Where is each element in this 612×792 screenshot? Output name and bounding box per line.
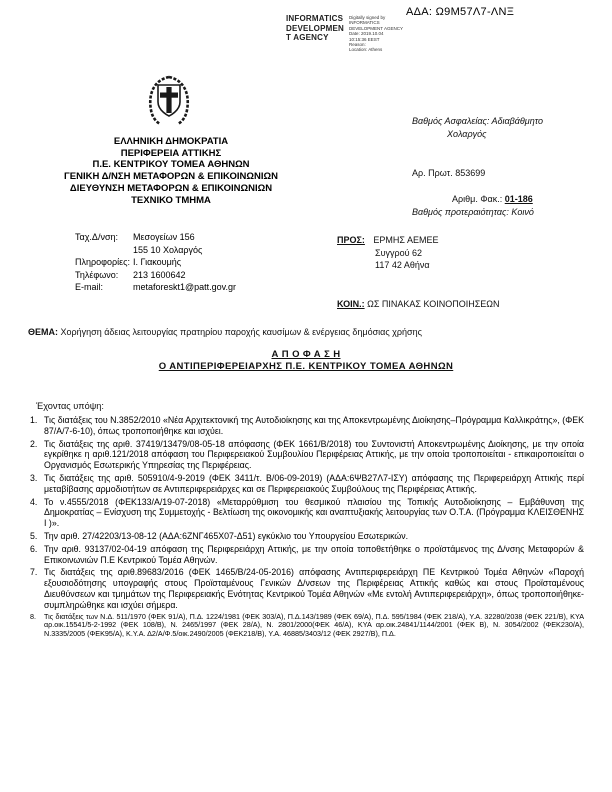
list-item-text: Τις διατάξεις του Ν.3852/2010 «Νέα Αρχιτεκτονική της Αυτοδιοίκησης και της Αποκεντρωμένης Διοίκησης–Πρόγραμμα Καλλικράτης», (ΦΕΚ 87/Α/7-6-10), όπως τροποποιήθηκε και ισχύει. [44, 415, 584, 436]
contact-label: Ταχ.Δ/νση: [75, 232, 119, 242]
contact-row-email [75, 281, 236, 294]
list-item [30, 497, 584, 529]
cc-block [337, 299, 500, 309]
recipient-address-line: 117 42 Αθήνα [375, 260, 430, 271]
org-line: ΔΙΕΥΘΥΝΣΗ ΜΕΤΑΦΟΡΩΝ & ΕΠΙΚΟΙΝΩΝΙΩΝ [69, 182, 273, 194]
contact-label [75, 244, 133, 257]
list-item-text: Την αριθ. 93137/02-04-19 απόφαση της Περιφερειάρχη Αττικής, με την οποία τοποθετήθηκε ο προϊστάμενος της Δ/νσης Μεταφορών & Επικοινωνιών Π.Ε Κεντρικού Τομέα Αθηνών. [44, 543, 584, 565]
list-item [30, 613, 584, 639]
contact-label: Τηλέφωνο: [75, 269, 119, 280]
list-item [30, 415, 584, 437]
list-item-text: Τις διατάξεις της αριθ. 37419/13479/08-05-18 απόφασης (ΦΕΚ 1661/Β/2018) του Συντονιστή Αποκεντρωμένης Διοίκησης, με την οποία εγκρίθηκε η αριθ.121/2018 απόφαση του Περιφερειακού Συμβουλίου Περιφέρειας Αττικής, με την οποία τροποποιείται - επικαιροποιείται ο Οργανισμός Εσωτερικής Υπηρεσίας της Περιφέρειας. [44, 438, 584, 471]
signature-agency-line: INFORMATICS [286, 14, 344, 23]
recipient-line [337, 234, 439, 247]
contact-value: 213 1600642 [133, 269, 186, 280]
recipient-address-line: Συγγρού 62 [375, 247, 423, 258]
list-item [30, 567, 584, 610]
list-item-number: 7. [30, 567, 38, 578]
recipient-block [337, 234, 439, 272]
signature-detail-line: 10:15:36 EEST [349, 36, 380, 42]
list-item [30, 531, 584, 542]
org-line: ΤΕΧΝΙΚΟ ΤΜΗΜΑ [131, 194, 211, 206]
contact-label: E-mail: [75, 282, 104, 293]
contact-row-phone [75, 269, 236, 282]
decision-title: Α Π Ο Φ Α Σ Η [271, 349, 341, 360]
org-line: ΓΕΝΙΚΗ Δ/ΝΣΗ ΜΕΤΑΦΟΡΩΝ & ΕΠΙΚΟΙΝΩΝΙΩΝ [64, 171, 278, 183]
signature-detail-line: INFORMATICS [349, 20, 380, 26]
list-item-number: 6. [30, 543, 38, 554]
digital-signature-stamp [286, 14, 427, 53]
signature-detail-line: Digitally signed by [349, 15, 386, 20]
decision-heading [0, 349, 612, 372]
folder-number-label: Αριθμ. Φακ.: [452, 194, 503, 204]
contact-row-address [75, 231, 236, 244]
list-item-number: 1. [30, 415, 38, 425]
subject-label: ΘΕΜΑ: [28, 327, 58, 337]
list-item-text: Τις διατάξεις των Ν.Δ. 511/1970 (ΦΕΚ 91/Α), Π.Δ. 1224/1981 (ΦΕΚ 303/Α), Π.Δ.143/1989 (ΦΕΚ 69/Α), Π.Δ. 595/1984 (ΦΕΚ 218/Α), Υ.Α. 32280/2038 (ΦΕΚ 221/Β), ΚΥΑ αρ.οικ.15541/5-2-1992 (ΦΕΚ 108/Β), Ν. 2465/1997 (ΦΕΚ 28/Α), Ν. 2801/2000(ΦΕΚ 46/Α), ΚΥΑ αρ.οικ.24841/1144/2001 (ΦΕΚ Β), Ν. 3054/2002 (ΦΕΚ230/Α), Ν.3335/2005 (ΦΕΚ95/Α), Κ.Υ.Α. Δ2/Α/Φ.5/οικ.2490/2005 (ΦΕΚ218/Β), Υ.Α. 46885/3403/12 (ΦΕΚ 2927/Β), Π.Δ. [44, 611, 584, 638]
signature-detail-line: DEVELOPMENT AGENCY [349, 25, 403, 31]
list-item [30, 544, 584, 566]
issuing-authority-block [0, 136, 342, 206]
subject-text: Χορήγηση άδειας λειτουργίας πρατηρίου παροχής καυσίμων & ενέργειας δημόσιας χρήσης [60, 327, 422, 337]
list-item-number: 8. [30, 611, 36, 621]
contact-info-block [75, 231, 236, 294]
contact-value: Ι. Γιακουμής [133, 257, 182, 268]
list-item [30, 473, 584, 495]
greek-coat-of-arms-icon [144, 74, 194, 128]
contact-row-postal [75, 244, 236, 257]
issue-city: Χολαργός [447, 129, 487, 139]
list-item-text: Τις διατάξεις της αριθ.89683/2016 (ΦΕΚ 1465/Β/24-05-2016) απόφασης Αντιπεριφερειάρχη ΠΕ Κεντρικού Τομέα Αθηνών «Παροχή εξουσιοδότησης υπογραφής στους Προϊσταμένους Γενικών Δ/νσεων της Περιφέρειας Αττικής καθώς και στους Προϊσταμένους Διευθύνσεων και τμημάτων της Περιφερειακής Ενότητας Κεντρικού Τομέα Αθηνών «Με εντολή Αντιπεριφερειάρχη», όπως τροποποιήθηκε-συμπληρώθηκε και ισχύει σήμερα. [44, 567, 584, 610]
folder-number-value: 01-186 [504, 194, 533, 204]
signature-details [349, 14, 427, 53]
list-item [30, 439, 584, 471]
cc-label: ΚΟΙΝ.: [337, 299, 365, 309]
contact-value: Μεσογείων 156 [133, 232, 195, 242]
signature-detail-line: Date: 2019.10.04 [349, 31, 384, 37]
org-line: Π.Ε. ΚΕΝΤΡΙΚΟΥ ΤΟΜΕΑ ΑΘΗΝΩΝ [92, 159, 250, 171]
ada-number: ΑΔΑ: Ω9Μ57Λ7-ΛΝΞ [406, 6, 515, 18]
list-item-number: 3. [30, 472, 38, 483]
protocol-number: Αρ. Πρωτ. 853699 [412, 168, 486, 178]
org-line: ΕΛΛΗΝΙΚΗ ΔΗΜΟΚΡΑΤΙΑ [113, 136, 229, 147]
list-item-text: Την αριθ. 27/42203/13-08-12 (ΑΔΑ:6ΖΝΓ465Χ07-Δ51) εγκύκλιο του Υπουργείου Εσωτερικών. [44, 530, 409, 541]
recipient-label: ΠΡΟΣ: [337, 235, 365, 245]
folder-number [452, 194, 533, 204]
list-item-number: 4. [30, 496, 38, 507]
org-line: ΠΕΡΙΦΕΡΕΙΑ ΑΤΤΙΚΗΣ [120, 147, 222, 159]
security-classification: Βαθμός Ασφαλείας: Αδιαβάθμητο [412, 116, 543, 126]
priority-level: Βαθμός προτεραιότητας: Κοινό [412, 207, 534, 217]
subject-line [28, 327, 586, 338]
contact-row-info [75, 256, 236, 269]
signature-detail-line: Reason: [349, 42, 366, 48]
considering-intro: Έχοντας υπόψη: [36, 401, 104, 411]
contact-email-value: metaforeskt1@patt.gov.gr [133, 282, 237, 293]
decision-subtitle: Ο ΑΝΤΙΠΕΡΙΦΕΡΕΙΑΡΧΗΣ Π.Ε. ΚΕΝΤΡΙΚΟΥ ΤΟΜΕΑ ΑΘΗΝΩΝ [158, 360, 454, 372]
signature-agency-name [286, 14, 344, 53]
cc-value: ΩΣ ΠΙΝΑΚΑΣ ΚΟΙΝΟΠΟΙΗΣΕΩΝ [367, 299, 500, 309]
considering-list [30, 415, 584, 641]
contact-label: Πληροφορίες: [75, 257, 130, 268]
list-item-text: Τις διατάξεις της αριθ. 505910/4-9-2019 (ΦΕΚ 3411/τ. Β/06-09-2019) (ΑΔΑ:6ΨΒ27Λ7-ΙΣΥ) απόφασης της Περιφερειάρχη Αττικής περί μεταβίβασης αρμοδιοτήτων σε Αντιπεριφερειάρχες και σε Περιφερειακούς Συμβούλους της Περιφέρειας Αττικής. [44, 472, 584, 494]
list-item-number: 5. [30, 530, 38, 541]
signature-detail-line: Location: Athens [349, 47, 383, 53]
list-item-number: 2. [30, 438, 38, 449]
contact-value: 155 10 Χολαργός [133, 244, 203, 255]
list-item-text: Το ν.4555/2018 (ΦΕΚ133/Α/19-07-2018) «Μεταρρύθμιση του θεσμικού πλαισίου της Τοπικής Αυτοδιοίκησης – Εμβάθυνση της Δημοκρατίας – Ενίσχυση της Συμμετοχής - Βελτίωση της οικονομικής και αναπτυξιακής λειτουργίας των Ο.Τ.Α. (Πρόγραμμα ΚΛΕΙΣΘΕΝΗΣ Ι )». [44, 496, 584, 529]
signature-agency-line: DEVELOPMEN [286, 23, 345, 33]
recipient-name: ΕΡΜΗΣ ΑΕΜΕΕ [373, 235, 439, 245]
signature-agency-line: T AGENCY [286, 33, 329, 42]
